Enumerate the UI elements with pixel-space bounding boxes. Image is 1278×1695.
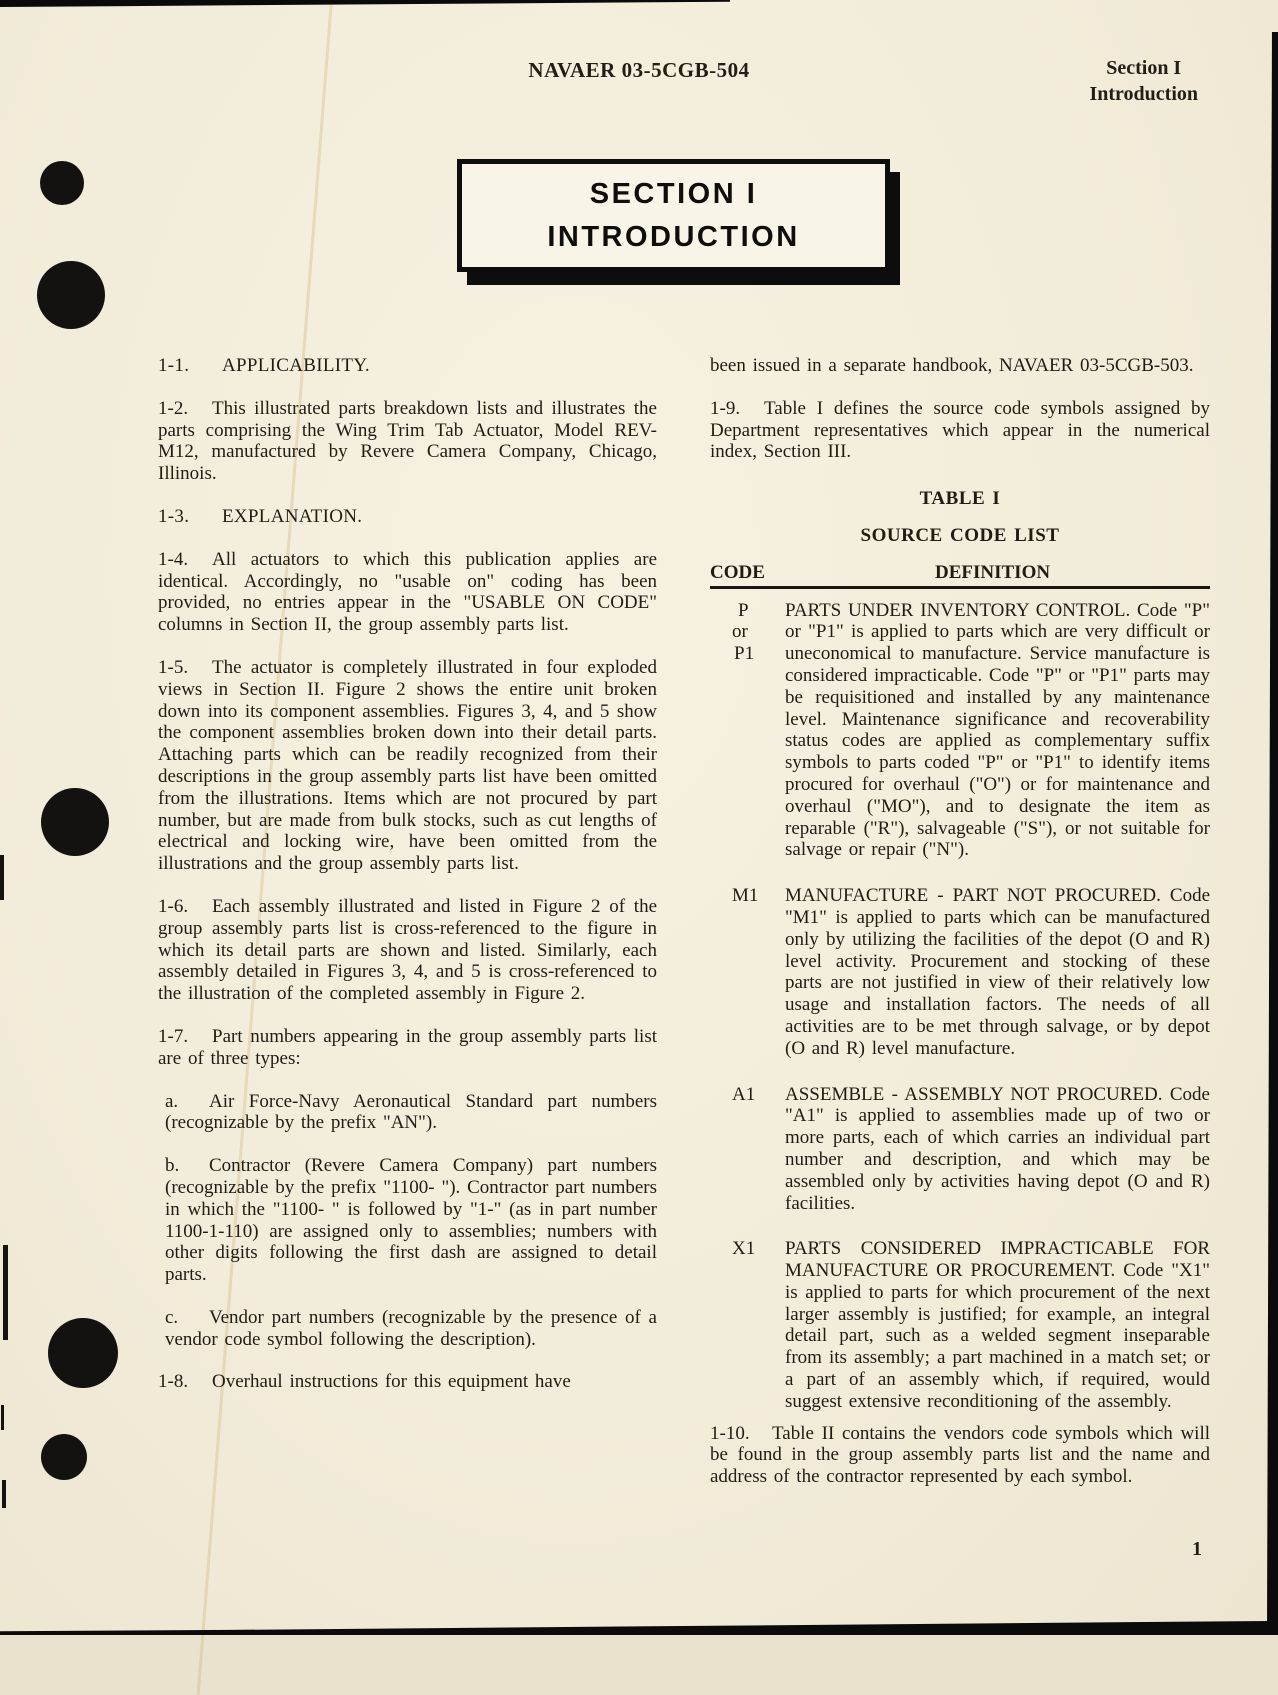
para-number: 1-10. [710, 1422, 750, 1444]
para-number: 1-5. [158, 656, 189, 678]
para-number: 1-4. [158, 548, 189, 570]
para-number: 1-2. [158, 397, 189, 419]
paragraph-1-8 [158, 1371, 657, 1393]
paragraph-1-8-continued: been issued in a separate handbook, NAVAER 03-5CGB-503. [710, 355, 1194, 376]
header-section-label [1089, 55, 1198, 107]
paragraph-1-1 [158, 355, 657, 377]
paragraph-b [158, 1155, 657, 1286]
para-text: Table II contains the vendors code symbols which will be found in the group assembly parts list and the name and address of the contractor represented by each symbol. [710, 1422, 1210, 1488]
binder-hole [40, 161, 84, 205]
source-code-cell [710, 600, 785, 862]
table-title: TABLE I [919, 488, 1001, 510]
paragraph-1-3 [158, 506, 657, 528]
binder-hole [48, 1318, 118, 1388]
para-number: 1-9. [710, 397, 741, 419]
scan-mark [0, 855, 4, 900]
para-text: Each assembly illustrated and listed in Figure 2 of the group assembly parts list is cross-referenced to the figure in which its detail parts are shown and listed. Similarly, each assembly detailed in Figures 3, 4, and 5 is cross-referenced to the illustration of the completed assembly in Figure 2. [158, 895, 657, 1005]
code-line: P1 [734, 643, 755, 665]
paragraph-1-2 [158, 398, 657, 485]
header-section-line: Section I [1106, 57, 1182, 79]
para-text: APPLICABILITY. [222, 355, 370, 376]
para-number: 1-1. [158, 355, 190, 376]
table-row-a1 [710, 1084, 1210, 1215]
code-line: P [738, 599, 749, 621]
definition-cell: PARTS CONSIDERED IMPRACTICABLE FOR MANUFACTURE OR PROCUREMENT. Code "X1" is applied to parts for which procurement of the next larger assembly is justified; for example, an integral detail part, such as a welded segment inseparable from its assembly; a part machined in a match set; or a part of an assembly which, if required, would suggest extensive reconditioning of the assembly. [785, 1238, 1210, 1412]
para-text: Overhaul instructions for this equipment have [212, 1371, 571, 1393]
para-text: This illustrated parts breakdown lists and illustrates the parts comprising the Wing Trim Tab Actuator, Model REV-M12, manufactured by Revere Camera Company, Chicago, Illinois. [158, 397, 657, 485]
section-title-line1: SECTION I [589, 177, 758, 210]
header-introduction-line: Introduction [1089, 83, 1198, 105]
section-title-box [457, 159, 890, 272]
para-text: Air Force-Navy Aeronautical Standard part numbers (recognizable by the prefix "AN"). [165, 1090, 657, 1134]
code-line: M1 [732, 885, 759, 907]
right-column [710, 355, 1210, 1488]
para-number: 1-8. [158, 1371, 189, 1393]
table-row-x1 [710, 1238, 1210, 1412]
table-subtitle: SOURCE CODE LIST [860, 524, 1060, 546]
definition-cell: MANUFACTURE - PART NOT PROCURED. Code "M1" is applied to parts which can be manufactured only by utilizing the facilities of the depot (O and R) level activity. Procurement and stocking of these parts are not justified in view of their relatively low usage and installation factors. The needs of all activities are to be met through salvage, or by depot (O and R) level manufacture. [785, 885, 1210, 1059]
code-line: or [732, 621, 748, 643]
binder-hole [41, 1434, 87, 1480]
binder-hole [37, 261, 105, 329]
definition-cell: PARTS UNDER INVENTORY CONTROL. Code "P" or "P1" is applied to parts which are very difficult or uneconomical to manufacture. Service manufacture is considered impracticable. Code "P" or "P1" parts may be requisitioned and installed by any maintenance level. Maintenance significance and recoverability status codes are applied as complementary suffix symbols to parts coded "P" or "P1" to identify items procured for overhaul ("O") or for maintenance and overhaul ("MO"), and to designate the item as reparable ("R"), salvageable ("S"), or not suitable for salvage or repair ("N"). [785, 599, 1210, 861]
section-title-line2: INTRODUCTION [547, 220, 800, 253]
page-number: 1 [1192, 1538, 1202, 1560]
para-text: Contractor (Revere Camera Company) part numbers (recognizable by the prefix "1100- "). Contractor part numbers in which the "1100- " is followed by "1-" (as in part number 1100-1-110) are assigned only to assemblies; numbers with other digits following the first dash are assigned to detail parts. [165, 1155, 657, 1286]
para-number: 1-7. [158, 1025, 189, 1047]
paragraph-1-6 [158, 896, 657, 1005]
table-header-code: CODE [710, 561, 765, 583]
scan-mark [1, 1405, 4, 1430]
para-text: EXPLANATION. [222, 505, 363, 527]
para-number: 1-3. [158, 505, 190, 527]
para-text: Vendor part numbers (recognizable by the presence of a vendor code symbol following the description). [165, 1306, 657, 1350]
para-text: Part numbers appearing in the group assembly parts list are of three types: [158, 1025, 657, 1069]
source-code-cell [710, 1084, 785, 1215]
scan-mark [3, 1245, 8, 1340]
para-number: c. [165, 1306, 179, 1328]
table-row-m1 [710, 885, 1210, 1059]
paragraph-1-9 [710, 398, 1210, 463]
para-text: All actuators to which this publication applies are identical. Accordingly, no "usable on" coding has been provided, no entries appear in the "USABLE ON CODE" columns in Section II, the group assembly parts list. [158, 548, 657, 636]
binder-hole [41, 788, 109, 856]
paragraph-1-10 [710, 1423, 1210, 1488]
paragraph-a [158, 1091, 657, 1135]
para-text: The actuator is completely illustrated in four exploded views in Section II. Figure 2 shows the entire unit broken down into its component assemblies. Figures 3, 4, and 5 show the component assemblies broken down into their detail parts. Attaching parts which can be readily recognized from their descriptions in the group assembly parts list have been omitted from the illustrations. Items which are not procured by part number, but are made from bulk stocks, such as cut lengths of electrical and locking wire, have been omitted from the illustrations and the group assembly parts list. [158, 656, 657, 875]
para-number: b. [165, 1155, 180, 1177]
code-line: X1 [732, 1238, 756, 1260]
doc-number: NAVAER 03-5CGB-504 [528, 58, 750, 82]
paragraph-1-5 [158, 657, 657, 875]
para-text: Table I defines the source code symbols assigned by Department representatives which appear in the numerical index, Section III. [710, 397, 1210, 463]
source-code-cell [710, 885, 785, 1059]
table-header-row [710, 562, 1210, 589]
source-code-cell [710, 1238, 785, 1412]
para-number: a. [165, 1090, 179, 1112]
paragraph-c [158, 1307, 657, 1351]
definition-cell: ASSEMBLE - ASSEMBLY NOT PROCURED. Code "A1" is applied to assemblies made up of two or more parts, each of which carries an individual part number and description, and which may be assembled only by activities having depot (O and R) facilities. [785, 1083, 1210, 1214]
paragraph-1-7 [158, 1026, 657, 1070]
para-number: 1-6. [158, 895, 189, 917]
code-line: A1 [732, 1083, 756, 1105]
table-row-p [710, 600, 1210, 862]
left-column [158, 355, 657, 1393]
table-header-definition: DEFINITION [935, 561, 1051, 583]
scan-mark [2, 1480, 6, 1508]
paragraph-1-4 [158, 549, 657, 636]
